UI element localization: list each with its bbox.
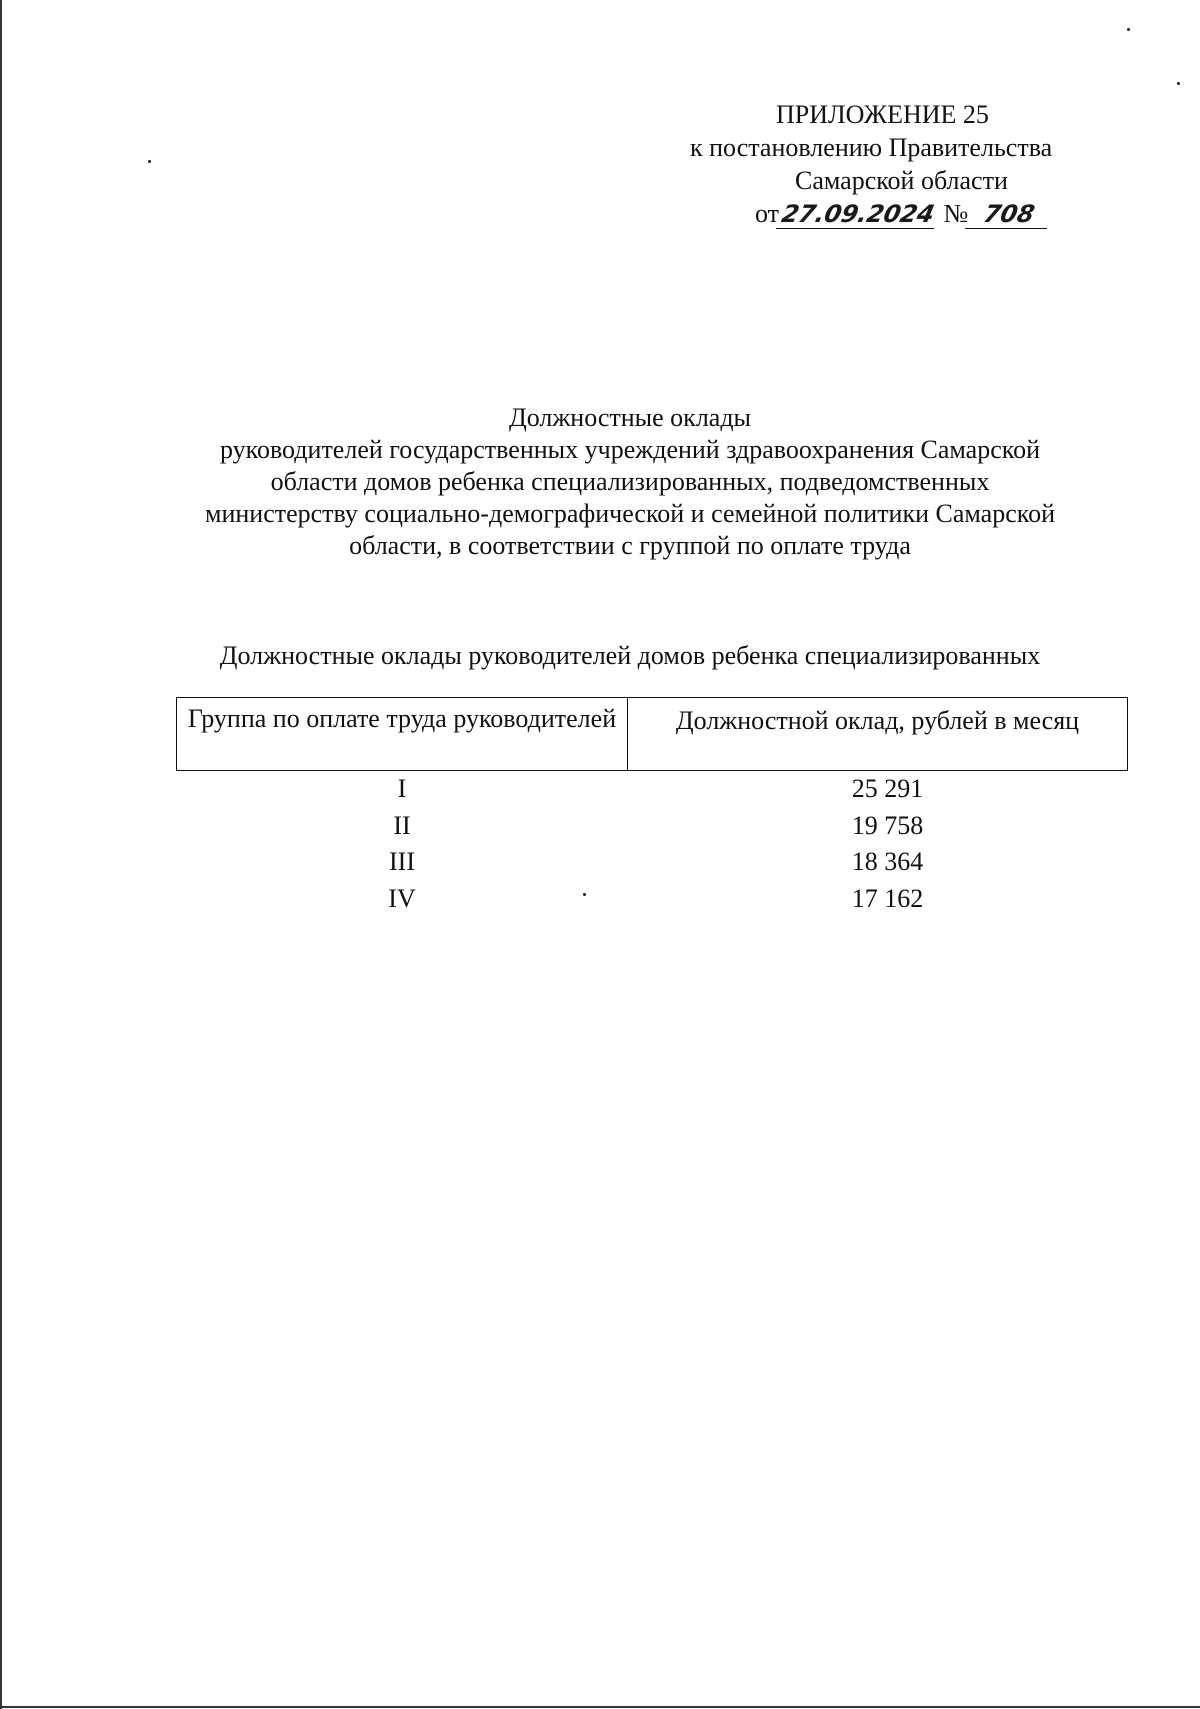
- title-line: министерству социально-демографической и семейной политики Самарской: [205, 499, 1055, 528]
- group-cell: I: [397, 774, 407, 803]
- title-line: руководителей государственных учреждений здравоохранения Самарской: [219, 435, 1040, 464]
- handwritten-date: 27.09.2024: [776, 200, 940, 229]
- appendix-date-number-line: [690, 197, 1100, 230]
- page-left-border: [0, 0, 2, 1709]
- title-line: Должностные оклады: [508, 403, 752, 432]
- table-subtitle: Должностные оклады руководителей домов ребенка специализированных: [219, 641, 1041, 670]
- salary-cell: 18 364: [851, 847, 924, 876]
- header-salary: Должностной оклад, рублей в месяц: [628, 698, 1128, 771]
- title-line: области домов ребенка специализированных, подведомственных: [270, 467, 990, 496]
- approval-block: [690, 98, 1100, 230]
- appendix-resolution: к постановлению Правительства: [690, 133, 1053, 162]
- appendix-region: Самарской области: [795, 166, 1008, 195]
- table-header-row: [177, 698, 1128, 771]
- salary-cell: 25 291: [851, 774, 924, 803]
- salary-cell: 17 162: [851, 883, 924, 913]
- document-title: [160, 402, 1100, 562]
- appendix-title: ПРИЛОЖЕНИЕ 25: [776, 100, 989, 129]
- handwritten-number: 708: [965, 200, 1053, 229]
- scan-speck: [148, 160, 151, 163]
- title-line: области, в соответствии с группой по оплате труда: [349, 531, 911, 560]
- table-row: [177, 771, 1128, 808]
- scan-speck: [1127, 28, 1130, 31]
- salary-cell: 19 758: [851, 810, 924, 840]
- table-row: [177, 881, 1128, 918]
- page-bottom-border: [0, 1706, 1200, 1708]
- group-cell: III: [389, 847, 415, 876]
- group-cell: IV: [388, 883, 416, 913]
- date-prefix: от: [755, 199, 780, 228]
- table-row: [177, 808, 1128, 845]
- table-row: [177, 844, 1128, 881]
- scan-speck: [583, 893, 586, 896]
- salary-table: [176, 697, 1128, 917]
- header-group: Группа по оплате труда руководителей: [177, 698, 628, 771]
- number-prefix: №: [943, 199, 969, 228]
- scan-speck: [1177, 82, 1180, 85]
- group-cell: II: [393, 810, 411, 840]
